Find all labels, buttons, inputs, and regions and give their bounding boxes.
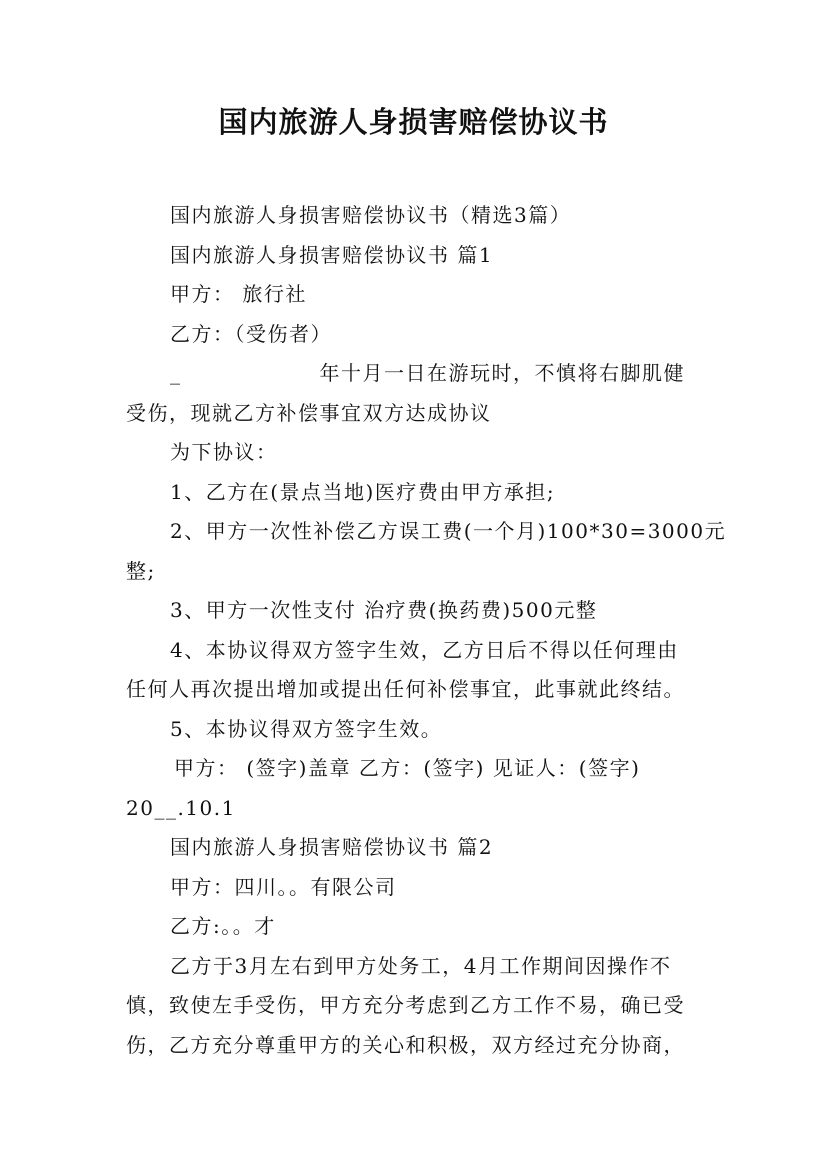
date-line: 20__.10.1	[126, 795, 236, 820]
clause-5: 5、本协议得双方签字生效。	[170, 716, 443, 741]
clause-4-continuation: 任何人再次提出增加或提出任何补偿事宜，此事就此终结。	[126, 677, 685, 701]
signature-line: 甲方： (签字)盖章 乙方：(签字) 见证人：(签字)	[174, 756, 641, 780]
party-a-line: 甲方： 旅行社	[170, 282, 307, 306]
paragraph-line-1: 乙方于3月左右到甲方处务工，4月工作期间因操作不	[170, 953, 672, 978]
party-a-line-2: 甲方：四川。。有限公司	[170, 874, 397, 899]
section-heading-2: 国内旅游人身损害赔偿协议书 篇2	[170, 835, 494, 859]
incident-line	[126, 354, 716, 394]
incident-continuation: 受伤，现就乙方补偿事宜双方达成协议	[126, 400, 492, 425]
clause-2: 2、甲方一次性补偿乙方误工费(一个月)100*30=3000元	[170, 519, 727, 543]
clause-1: 1、乙方在(景点当地)医疗费由甲方承担;	[170, 479, 556, 504]
party-b-line: 乙方：（受伤者）	[170, 321, 332, 346]
document-title: 国内旅游人身损害赔偿协议书	[218, 105, 609, 139]
agreement-intro: 为下协议：	[170, 440, 278, 464]
clause-3: 3、甲方一次性支付 治疗费(换药费)500元整	[170, 598, 598, 622]
section-heading-1: 国内旅游人身损害赔偿协议书 篇1	[170, 242, 494, 267]
document-body	[126, 196, 727, 1065]
subtitle-line: 国内旅游人身损害赔偿协议书（精选3篇）	[170, 203, 572, 227]
blank-underscore: _	[170, 361, 182, 385]
party-b-line-2: 乙方:。。才	[170, 914, 276, 938]
paragraph-line-3: 伤，乙方充分尊重甲方的关心和积极，双方经过充分协商，	[126, 1032, 685, 1057]
incident-text: 年十月一日在游玩时，不慎将右脚肌健	[319, 361, 685, 385]
paragraph-line-2: 慎，致使左手受伤，甲方充分考虑到乙方工作不易，确已受	[126, 993, 685, 1017]
clause-2-continuation: 整;	[126, 558, 156, 583]
clause-4: 4、本协议得双方签字生效，乙方日后不得以任何理由	[170, 637, 679, 662]
